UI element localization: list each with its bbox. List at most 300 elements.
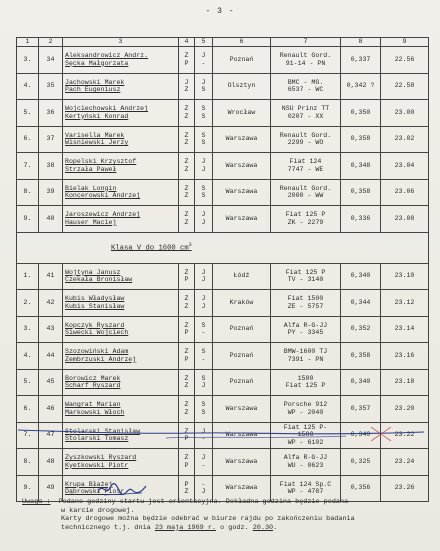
- start-time-cell: 23.26: [381, 475, 429, 502]
- crew-cell: [63, 206, 179, 233]
- crew-cell-line: Stolarski Tomasz: [65, 435, 129, 443]
- crew-cell-line: Krupa Błażej: [65, 480, 113, 488]
- licence-cell: [179, 316, 195, 343]
- start-number-cell: 38: [39, 153, 63, 180]
- car-cell: [271, 396, 341, 423]
- crew-cell-line: Ropelski Krzysztof: [65, 158, 137, 166]
- licence-cell-line: Z: [184, 165, 189, 173]
- licence-cell-line: Z: [184, 295, 189, 303]
- category-cell: [195, 206, 213, 233]
- car-cell-line: BMC - MG.: [287, 78, 324, 86]
- car-cell-line: Alfa R-G-JJ: [283, 454, 328, 462]
- licence-cell: [179, 449, 195, 476]
- car-cell-line: PY - 3345: [287, 329, 324, 337]
- crew-cell-line: Koncerowski Andrzej: [65, 192, 141, 200]
- table-row: [17, 369, 429, 396]
- crew-cell-line: Dąbrowski Piotr: [65, 488, 125, 496]
- table-row: [17, 47, 429, 74]
- table-row: [17, 126, 429, 153]
- crew-cell: [63, 179, 179, 206]
- rows-group-b: [17, 263, 429, 502]
- category-cell: [195, 179, 213, 206]
- car-cell: [271, 47, 341, 74]
- table-row: [17, 153, 429, 180]
- licence-cell-line: Z: [184, 268, 189, 276]
- start-number-cell: 43: [39, 316, 63, 343]
- car-cell: [271, 422, 341, 449]
- page-number: - 3 -: [205, 7, 235, 16]
- crew-cell: [63, 100, 179, 127]
- position-cell: 7.: [17, 422, 39, 449]
- category-cell-line: J: [201, 427, 206, 435]
- licence-cell-line: Z: [184, 374, 189, 382]
- category-cell-line: -: [201, 435, 206, 443]
- category-cell: [195, 290, 213, 317]
- licence-cell-line: J: [184, 78, 189, 86]
- licence-cell-line: Z: [184, 158, 189, 166]
- crew-cell-line: Jaroszewicz Andrzej: [65, 211, 141, 219]
- position-cell: 7.: [17, 153, 39, 180]
- position-cell: 8.: [17, 449, 39, 476]
- category-cell: [195, 369, 213, 396]
- col-7-header: 7: [271, 38, 341, 47]
- licence-cell-line: Z: [184, 408, 189, 416]
- coefficient-cell: 0,344: [341, 290, 381, 317]
- car-cell-line: WP - 2040: [287, 408, 324, 416]
- car-cell-line: TV - 3140: [287, 276, 324, 284]
- car-cell-line: Renault Gord.: [279, 52, 332, 60]
- position-cell: 2.: [17, 290, 39, 317]
- table-row: [17, 449, 429, 476]
- start-number-cell: 36: [39, 100, 63, 127]
- handwritten-signature: [96, 480, 148, 498]
- category-cell: [195, 422, 213, 449]
- licence-cell-line: P: [184, 276, 189, 284]
- start-number-cell: 49: [39, 475, 63, 502]
- category-cell-line: J: [201, 158, 206, 166]
- coefficient-cell: 0,357: [341, 396, 381, 423]
- category-cell: [195, 396, 213, 423]
- car-cell-line: 1500: [297, 431, 314, 439]
- crew-cell-line: Aleksandrowicz Andrz.: [65, 52, 149, 60]
- category-cell: [195, 126, 213, 153]
- car-cell-line: 2000 - WW: [287, 192, 324, 200]
- col-5-header: 5: [195, 38, 213, 47]
- city-cell: Warszawa: [213, 126, 271, 153]
- crew-cell: [63, 290, 179, 317]
- col-6-header: 6: [213, 38, 271, 47]
- crew-cell-line: Kopczyk Ryszard: [65, 321, 125, 329]
- category-cell-line: S: [201, 321, 206, 329]
- start-number-cell: 37: [39, 126, 63, 153]
- city-cell: Poznań: [213, 369, 271, 396]
- start-number-cell: 48: [39, 449, 63, 476]
- crew-cell-line: Sęcka Małgorzata: [65, 59, 129, 67]
- licence-cell-line: Z: [184, 112, 189, 120]
- position-cell: 9.: [17, 206, 39, 233]
- crew-cell-line: Stolarski Stanisław: [65, 427, 141, 435]
- position-cell: 4.: [17, 73, 39, 100]
- car-cell-line: Fiat 124 Sp.C: [279, 480, 332, 488]
- notes-block: [22, 498, 422, 532]
- car-cell: [271, 316, 341, 343]
- crew-cell: [63, 422, 179, 449]
- licence-cell-line: Z: [184, 105, 189, 113]
- start-number-cell: 42: [39, 290, 63, 317]
- start-time-cell: 23.20: [381, 396, 429, 423]
- category-cell: [195, 263, 213, 290]
- start-number-cell: 45: [39, 369, 63, 396]
- category-cell-line: S: [201, 192, 206, 200]
- licence-cell-line: Z: [184, 488, 189, 496]
- car-cell-line: Fiat 124: [289, 158, 322, 166]
- crew-cell: [63, 73, 179, 100]
- notes-label: Uwaga :: [22, 498, 51, 506]
- car-cell-line: Fiat 125 P: [285, 268, 326, 276]
- start-number-cell: 46: [39, 396, 63, 423]
- licence-cell: [179, 126, 195, 153]
- col-3-header: 3: [63, 38, 179, 47]
- crew-cell: [63, 396, 179, 423]
- city-cell: Warszawa: [213, 179, 271, 206]
- category-cell-line: S: [201, 374, 206, 382]
- crew-cell-line: Bielak Longin: [65, 184, 117, 192]
- class-heading: Klasa V do 1600 $cm^3$: [111, 242, 192, 253]
- category-cell-line: -: [201, 480, 206, 488]
- crew-cell: [63, 316, 179, 343]
- category-cell-line: J: [201, 302, 206, 310]
- car-cell-line: Alfa R-G-JJ: [283, 321, 328, 329]
- position-cell: 5.: [17, 369, 39, 396]
- car-cell-line: Fiat 1500: [287, 295, 324, 303]
- category-cell: [195, 47, 213, 74]
- crew-cell-line: Kyetkowski Piotr: [65, 461, 129, 469]
- licence-cell-line: Z: [184, 427, 189, 435]
- position-cell: 9.: [17, 475, 39, 502]
- col-2-header: 2: [39, 38, 63, 47]
- start-list-table: [16, 37, 429, 502]
- car-cell-line: 7391 - PN: [287, 355, 324, 363]
- car-cell-line: Fiat 125 P: [285, 382, 326, 390]
- car-cell-line: WU - 0623: [287, 461, 324, 469]
- coefficient-cell: 0,350: [341, 100, 381, 127]
- city-cell: Poznań: [213, 316, 271, 343]
- start-time-cell: 23.08: [381, 206, 429, 233]
- crew-cell-line: Kubis Władysław: [65, 295, 125, 303]
- licence-cell-line: P: [184, 435, 189, 443]
- car-cell-line: ZE - 5757: [287, 302, 324, 310]
- crew-cell: [63, 47, 179, 74]
- licence-cell-line: P: [184, 461, 189, 469]
- car-cell: [271, 153, 341, 180]
- start-number-cell: 44: [39, 343, 63, 370]
- crew-cell-line: Markowski Włoch: [65, 408, 125, 416]
- car-cell: [271, 73, 341, 100]
- position-cell: 6.: [17, 126, 39, 153]
- licence-cell-line: Z: [184, 218, 189, 226]
- category-cell-line: -: [201, 329, 206, 337]
- car-cell: [271, 369, 341, 396]
- category-cell-line: S: [201, 348, 206, 356]
- licence-cell-line: Z: [184, 131, 189, 139]
- coefficient-cell: 0,356: [341, 475, 381, 502]
- city-cell: Olsztyn: [213, 73, 271, 100]
- col-8-header: 8: [341, 38, 381, 47]
- coefficient-cell: 0,325: [341, 449, 381, 476]
- car-cell: [271, 179, 341, 206]
- crew-cell-line: Zembrzuski Andrzej: [65, 355, 137, 363]
- car-cell: [271, 290, 341, 317]
- crew-cell-line: Wojtyna Janusz: [65, 268, 121, 276]
- category-cell-line: S: [201, 139, 206, 147]
- coefficient-cell: 0,358: [341, 126, 381, 153]
- position-cell: 6.: [17, 396, 39, 423]
- crew-cell-line: Pach Eugeniusz: [65, 86, 121, 94]
- licence-cell: [179, 396, 195, 423]
- notes-line-2: w karcie drogowej.: [61, 506, 135, 515]
- licence-cell-line: P: [184, 480, 189, 488]
- coefficient-cell: 0,358: [341, 343, 381, 370]
- licence-cell-line: Z: [184, 401, 189, 409]
- notes-line-3: Karty drogowe można będzie odebrać w biurze rajdu po zakończeniu badania: [61, 515, 355, 524]
- start-number-cell: 39: [39, 179, 63, 206]
- position-cell: 1.: [17, 263, 39, 290]
- car-cell-line: 2299 - WO: [287, 139, 324, 147]
- start-time-cell: 23.02: [381, 126, 429, 153]
- category-cell: [195, 73, 213, 100]
- licence-cell-line: P: [184, 59, 189, 67]
- table-row: [17, 73, 429, 100]
- licence-cell-line: Z: [184, 211, 189, 219]
- licence-cell-line: Z: [184, 192, 189, 200]
- notes-line-1: Podane godziny startu jest orientacyjna. Dokładna godzina będzie podana: [58, 498, 349, 506]
- position-cell: 3.: [17, 47, 39, 74]
- licence-cell: [179, 206, 195, 233]
- crew-cell-line: Czekała Bronisław: [65, 276, 133, 284]
- category-cell-line: -: [201, 355, 206, 363]
- category-cell-line: J: [201, 268, 206, 276]
- crew-cell: [63, 449, 179, 476]
- city-cell: Poznań: [213, 47, 271, 74]
- licence-cell-line: Z: [184, 454, 189, 462]
- category-cell: [195, 343, 213, 370]
- crew-cell-line: Borowicz Marek: [65, 374, 121, 382]
- category-cell-line: S: [201, 131, 206, 139]
- table-row: [17, 100, 429, 127]
- crew-cell-line: Wisniewski Jerzy: [65, 139, 129, 147]
- position-cell: 4.: [17, 343, 39, 370]
- crew-cell-line: Hauser Maciej: [65, 218, 117, 226]
- coefficient-cell: 0,348: [341, 153, 381, 180]
- start-number-cell: 41: [39, 263, 63, 290]
- category-cell: [195, 316, 213, 343]
- licence-cell-line: Z: [184, 184, 189, 192]
- car-cell: [271, 206, 341, 233]
- car-cell-line: Renault Gord.: [279, 184, 332, 192]
- licence-cell-line: Z: [184, 52, 189, 60]
- category-cell-line: J: [201, 165, 206, 173]
- car-cell-line: BMW-1600 TJ: [283, 348, 328, 356]
- car-cell-line: 1500: [297, 374, 314, 382]
- start-time-cell: 22.56: [381, 47, 429, 74]
- col-9-header: 9: [381, 38, 429, 47]
- position-cell: 3.: [17, 316, 39, 343]
- coefficient-cell: 0,336: [341, 206, 381, 233]
- table-row: [17, 396, 429, 423]
- start-number-cell: 47: [39, 422, 63, 449]
- start-time-cell: 23.16: [381, 343, 429, 370]
- crew-cell-line: Kubis Stanisław: [65, 302, 125, 310]
- table-row: [17, 290, 429, 317]
- header-row: [17, 38, 429, 47]
- licence-cell-line: Z: [184, 86, 189, 94]
- crew-cell: [63, 369, 179, 396]
- licence-cell: [179, 369, 195, 396]
- start-time-cell: 23.00: [381, 100, 429, 127]
- car-cell-line: Fiat 125 P: [285, 211, 326, 219]
- coefficient-cell: 0,358: [341, 179, 381, 206]
- col-4-header: 4: [179, 38, 195, 47]
- crew-cell-line: Varisella Marek: [65, 131, 125, 139]
- table-row: [17, 179, 429, 206]
- table-row: [17, 263, 429, 290]
- category-cell: [195, 153, 213, 180]
- start-time-cell: 23.14: [381, 316, 429, 343]
- city-cell: Warszawa: [213, 449, 271, 476]
- licence-cell: [179, 343, 195, 370]
- car-cell-line: NSU Prinz TT: [281, 105, 330, 113]
- category-cell-line: S: [201, 112, 206, 120]
- city-cell: Wrocław: [213, 100, 271, 127]
- rows-group-a: [17, 47, 429, 233]
- crew-cell-line: Scharf Ryszard: [65, 382, 121, 390]
- category-cell-line: J: [201, 295, 206, 303]
- category-cell-line: S: [201, 105, 206, 113]
- category-cell-line: S: [201, 86, 206, 94]
- coefficient-cell: 0,352: [341, 316, 381, 343]
- category-cell-line: S: [201, 184, 206, 192]
- category-cell-line: J: [201, 211, 206, 219]
- crew-cell: [63, 153, 179, 180]
- table-row: [17, 316, 429, 343]
- licence-cell-line: Z: [184, 139, 189, 147]
- car-cell-line: WP - 4787: [287, 488, 324, 496]
- category-cell: [195, 100, 213, 127]
- start-time-cell: 23.22: [381, 422, 429, 449]
- category-cell: [195, 449, 213, 476]
- car-cell: [271, 343, 341, 370]
- car-cell: [271, 263, 341, 290]
- start-time-cell: 23.24: [381, 449, 429, 476]
- category-cell-line: J: [201, 276, 206, 284]
- car-cell-line: WP - 6102: [287, 439, 324, 447]
- city-cell: Warszawa: [213, 206, 271, 233]
- city-cell: Warszawa: [213, 396, 271, 423]
- category-cell-line: J: [201, 78, 206, 86]
- start-time-cell: 22.58: [381, 73, 429, 100]
- crew-cell-line: Wojciechowski Andrzej: [65, 105, 149, 113]
- crew-cell: [63, 126, 179, 153]
- city-cell: Warszawa: [213, 153, 271, 180]
- licence-cell-line: Z: [184, 302, 189, 310]
- car-cell-line: 0207 - XX: [287, 112, 324, 120]
- crew-cell-line: Strzała Paweł: [65, 165, 117, 173]
- col-1-header: 1: [17, 38, 39, 47]
- start-number-cell: 34: [39, 47, 63, 74]
- start-number-cell: 35: [39, 73, 63, 100]
- crew-cell: [63, 343, 179, 370]
- class-heading-row: [17, 232, 429, 263]
- licence-cell-line: Z: [184, 348, 189, 356]
- start-time-cell: 23.12: [381, 290, 429, 317]
- coefficient-cell: 0,337: [341, 47, 381, 74]
- start-number-cell: 40: [39, 206, 63, 233]
- position-cell: 5.: [17, 100, 39, 127]
- crew-cell-line: Szozowiński Adam: [65, 348, 129, 356]
- licence-cell: [179, 153, 195, 180]
- car-cell-line: Renault Gord.: [279, 131, 332, 139]
- licence-cell: [179, 47, 195, 74]
- position-cell: 8.: [17, 179, 39, 206]
- category-cell-line: J: [201, 218, 206, 226]
- coefficient-cell: 0,340: [341, 369, 381, 396]
- table-row: [17, 422, 429, 449]
- licence-cell: [179, 422, 195, 449]
- city-cell: Łódź: [213, 263, 271, 290]
- car-cell: [271, 449, 341, 476]
- crew-cell-line: Wangrat Marian: [65, 401, 121, 409]
- licence-cell-line: Z: [184, 321, 189, 329]
- licence-cell: [179, 100, 195, 127]
- crew-cell-line: Kertyński Konrad: [65, 112, 129, 120]
- car-cell: [271, 126, 341, 153]
- category-cell-line: S: [201, 401, 206, 409]
- crew-cell: [63, 263, 179, 290]
- car-cell-line: 7747 - WE: [287, 165, 324, 173]
- car-cell: [271, 100, 341, 127]
- licence-cell-line: Z: [184, 382, 189, 390]
- city-cell: Kraków: [213, 290, 271, 317]
- start-time-cell: 23.04: [381, 153, 429, 180]
- crew-cell-line: Jachowski Marek: [65, 78, 125, 86]
- licence-cell-line: P: [184, 355, 189, 363]
- start-time-cell: 23.06: [381, 179, 429, 206]
- car-cell-line: Porsche 912: [283, 401, 328, 409]
- start-time-cell: 23.18: [381, 369, 429, 396]
- licence-cell: [179, 179, 195, 206]
- coefficient-cell: 0,340: [341, 422, 381, 449]
- licence-cell-line: P: [184, 329, 189, 337]
- licence-cell: [179, 263, 195, 290]
- notes-line-4: technicznego t.j. dnia 23 maja 1969 r. o godz. 20.30.: [61, 523, 278, 532]
- car-cell-line: ZK - 2279: [287, 218, 324, 226]
- coefficient-cell: 0,340: [341, 263, 381, 290]
- car-cell-line: 6537 - WC: [287, 86, 324, 94]
- city-cell: Warszawa: [213, 475, 271, 502]
- licence-cell: [179, 73, 195, 100]
- car-cell-line: 91-14 - PN: [285, 59, 326, 67]
- crew-cell-line: Siwecki Wojciech: [65, 329, 129, 337]
- category-cell-line: J: [201, 454, 206, 462]
- coefficient-cell: 0,342 ?: [341, 73, 381, 100]
- start-time-cell: 23.10: [381, 263, 429, 290]
- table-row: [17, 343, 429, 370]
- category-cell-line: J: [201, 382, 206, 390]
- category-cell-line: J: [201, 52, 206, 60]
- car-cell-line: Fiat 125 P-: [283, 423, 328, 431]
- city-cell: Poznań: [213, 343, 271, 370]
- licence-cell: [179, 290, 195, 317]
